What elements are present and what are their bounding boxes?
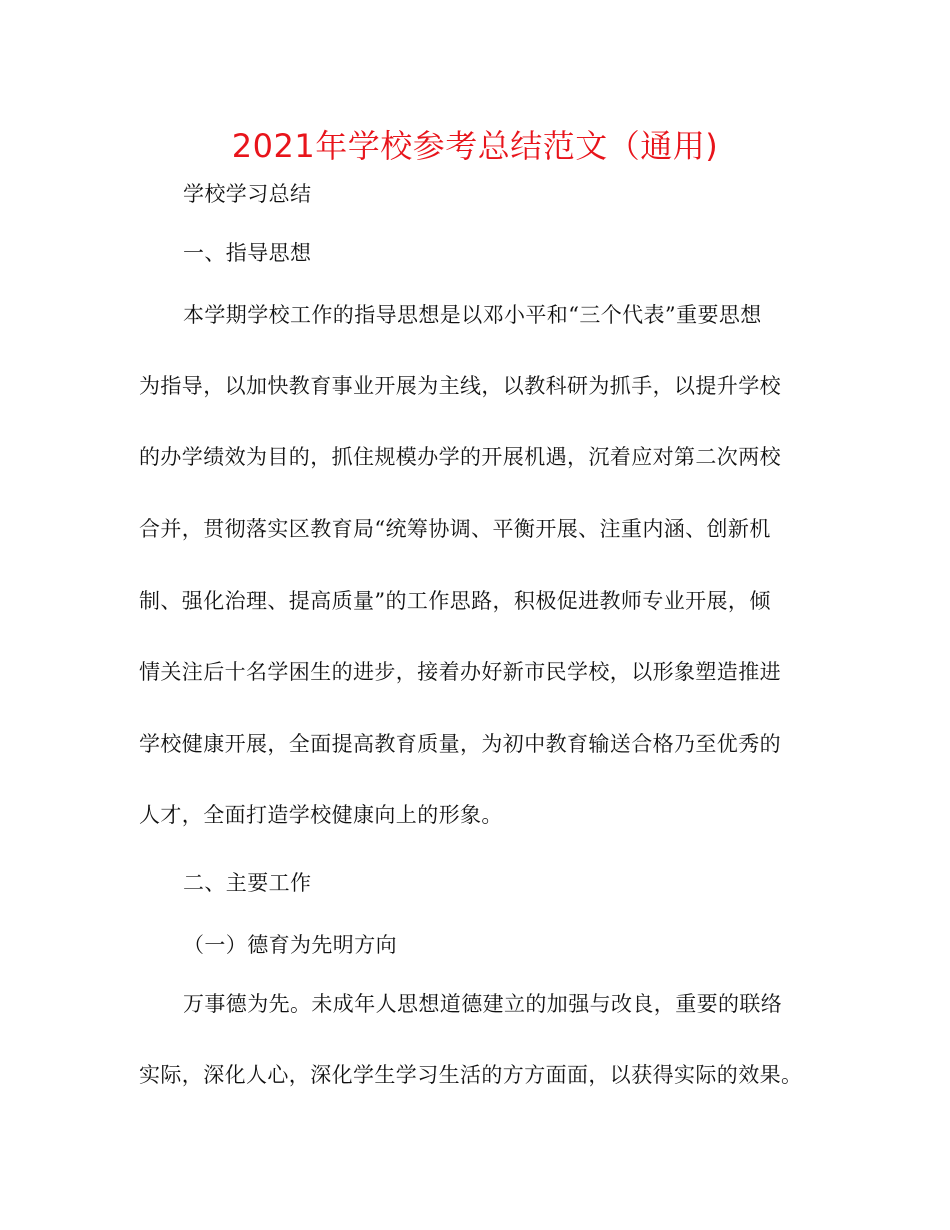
paragraph-line: 制、强化治理、提高质量”的工作思路，积极促进教师专业开展，倾 (139, 589, 771, 613)
paragraph-line: 实际，深化人心，深化学生学习生活的方方面面，以获得实际的效果。 (139, 1063, 803, 1087)
paragraph-line: 合并，贯彻落实区教育局“统筹协调、平衡开展、注重内涵、创新机 (139, 517, 771, 541)
section-heading: 一、指导思想 (183, 241, 312, 265)
paragraph-line: 本学期学校工作的指导思想是以邓小平和“三个代表”重要思想 (183, 303, 762, 327)
paragraph-line: 的办学绩效为目的，抓住规模办学的开展机遇，沉着应对第二次两校 (139, 445, 781, 469)
paragraph-line: 情关注后十名学困生的进步，接着办好新市民学校，以形象塑造推进 (139, 660, 781, 684)
section-heading: 二、主要工作 (183, 871, 312, 895)
paragraph-line: 人才，全面打造学校健康向上的形象。 (139, 803, 503, 827)
paragraph-line: 为指导，以加快教育事业开展为主线，以教科研为抓手，以提升学校 (139, 374, 781, 398)
paragraph-line: 学校健康开展，全面提高教育质量，为初中教育输送合格乃至优秀的 (139, 732, 781, 756)
paragraph-line: 万事德为先。未成年人思想道德建立的加强与改良，重要的联络 (183, 992, 783, 1016)
subsection-heading: （一）德育为先明方向 (183, 933, 397, 957)
subtitle: 学校学习总结 (183, 182, 312, 206)
document-title: 2021年学校参考总结范文（通用) (231, 127, 719, 165)
